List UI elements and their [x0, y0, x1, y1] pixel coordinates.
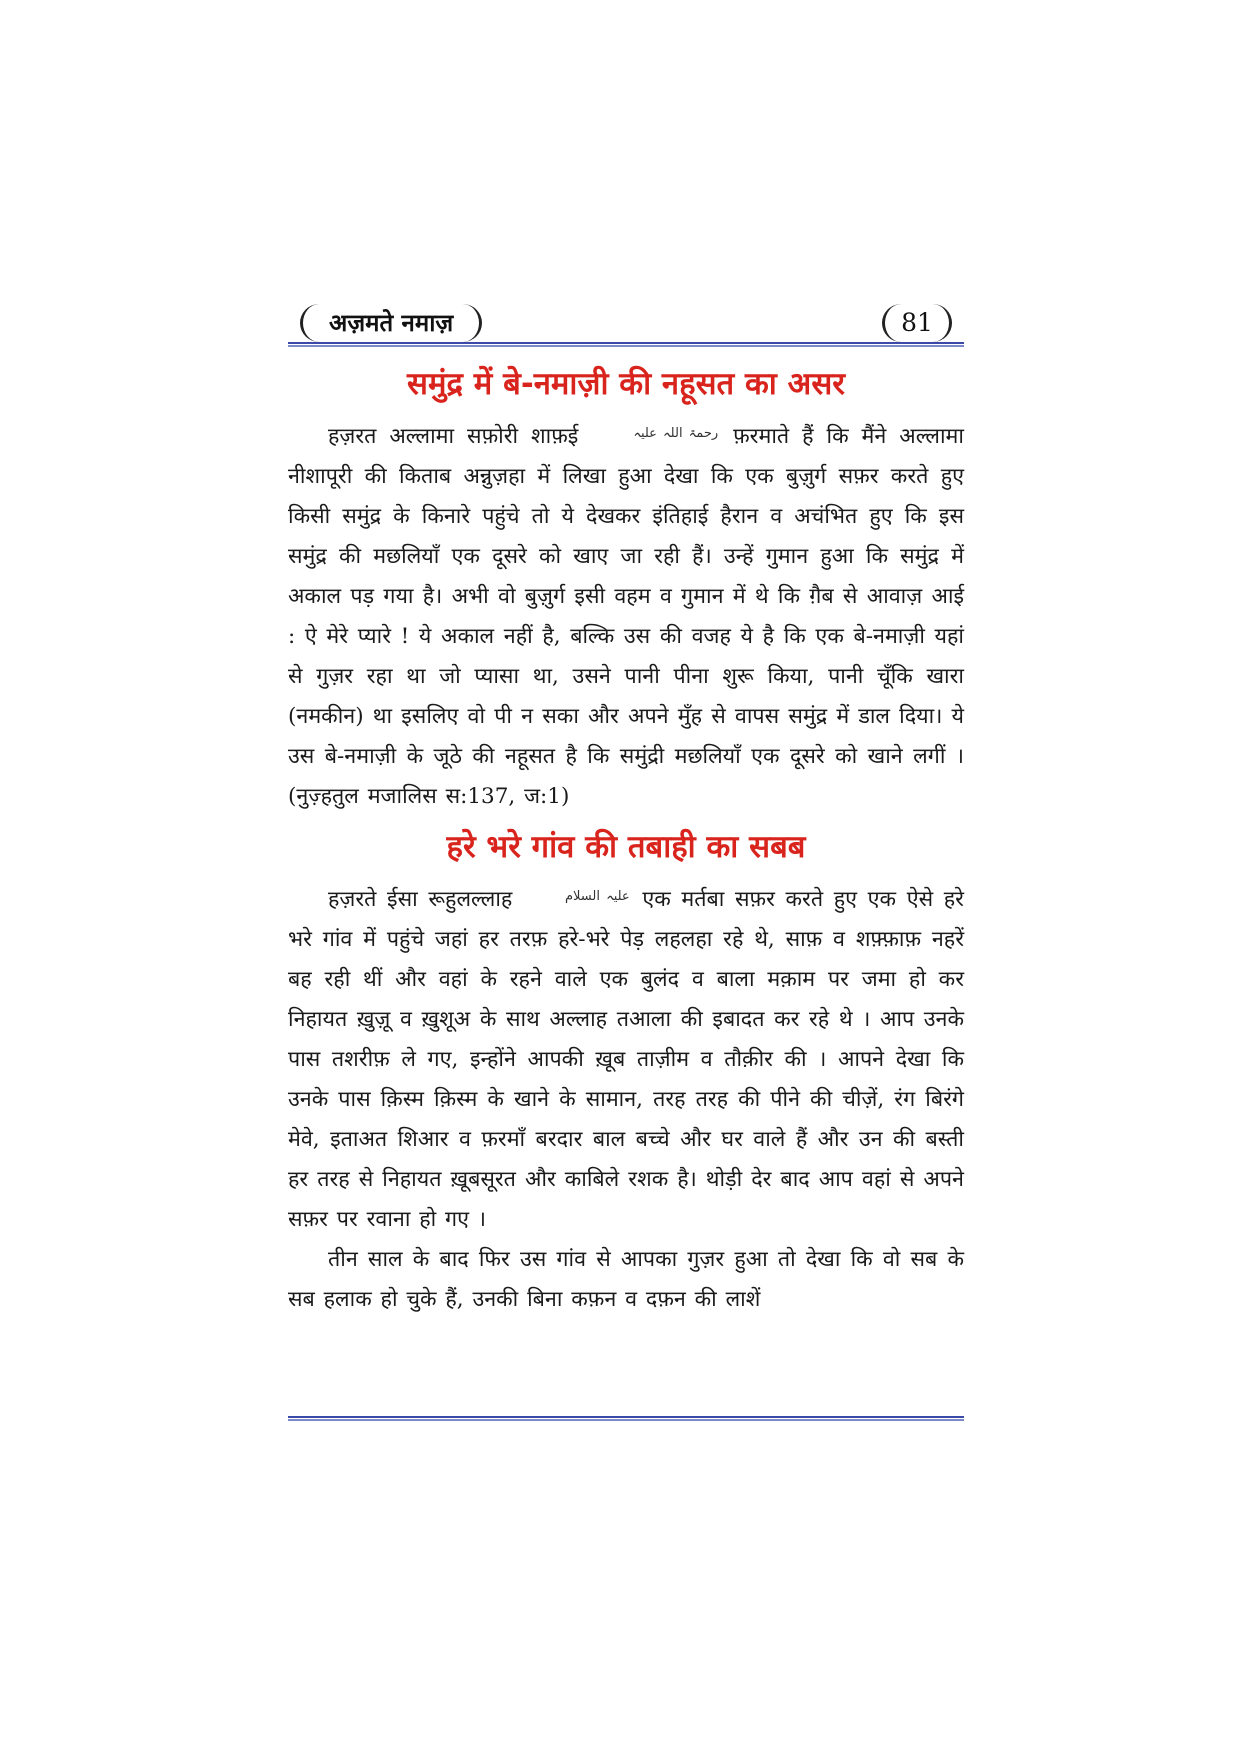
page-header [288, 300, 964, 348]
page-number: 81 [882, 304, 952, 342]
honorific-glyph: علیہ السلام [564, 889, 630, 904]
section-heading-village: हरे भरे गांव की तबाही का सबब [446, 829, 806, 865]
section-paragraph [288, 414, 964, 817]
section-heading-sea: समुंद्र में बे-नमाज़ी की नहूसत का असर [407, 366, 845, 402]
header-divider [288, 342, 964, 347]
paragraph-text: एक मर्तबा सफ़र करते हुए एक ऐसे हरे भरे गांव में पहुंचे जहां हर तरफ़ हरे-भरे पेड़ लहलहा रहे थे, साफ़ व शफ़्फ़ाफ़ नहरें बह रही थीं और वहां के रहने वाले एक बुलंद व बाला मक़ाम पर जमा हो कर निहायत ख़ुज़ू व ख़ुशूअ के साथ अल्लाह तआला की इबादत कर रहे थे । आप उनके पास तशरीफ़ ले गए, इन्होंने आपकी ख़ूब ताज़ीम व तौक़ीर की । आपने देखा कि उनके पास क़िस्म क़िस्म के खाने के सामान, तरह तरह की पीने की चीज़ें, रंग बिरंगे मेवे, इताअत शिआर व फ़रमाँ बरदार बाल बच्चे और घर वाले हैं और उन की बस्ती हर तरह से निहायत ख़ूबसूरत और काबिले रशक है। थोड़ी देर बाद आप वहां से अपने सफ़र पर रवाना हो गए । [288, 887, 964, 1232]
paragraph-text: हज़रते ईसा रूहुलल्लाह [328, 887, 513, 912]
paragraph-text: हज़रत अल्लामा सफ़ोरी शाफ़ई [328, 424, 579, 449]
paragraph-text: फ़रमाते हैं कि मैंने अल्लामा नीशापूरी की किताब अन्नुज़हा में लिखा हुआ देखा कि एक बुज़ुर्ग सफ़र करते हुए किसी समुंद्र के किनारे पहुंचे तो ये देखकर इंतिहाई हैरान व अचंभित हुए कि इस समुंद्र की मछलियाँ एक दूसरे को खाए जा रही हैं। उन्हें गुमान हुआ कि समुंद्र में अकाल पड़ गया है। अभी वो बुज़ुर्ग इसी वहम व गुमान में थे कि ग़ैब से आवाज़ आई : ऐ मेरे प्यारे ! ये अकाल नहीं है, बल्कि उस की वजह ये है कि एक बे-नमाज़ी यहां से गुज़र रहा था जो प्यासा था, उसने पानी पीना शुरू किया, पानी चूँकि खारा (नमकीन) था इसलिए वो पी न सका और अपने मुँह से वापस समुंद्र में डाल दिया। ये उस बे-नमाज़ी के जूठे की नहूसत है कि समुंद्री मछलियाँ एक दूसरे को खाने लगीं । (नुज़्हतुल मजालिस स:137, ज:1) [288, 424, 964, 809]
book-page [288, 300, 964, 1460]
footer-divider [288, 1416, 964, 1421]
section-paragraph [288, 877, 964, 1240]
honorific-glyph: رحمۃ اللہ علیہ [633, 426, 719, 441]
book-title: अज़मते नमाज़ [300, 304, 482, 342]
section-paragraph: तीन साल के बाद फिर उस गांव से आपका गुज़र हुआ तो देखा कि वो सब के सब हलाक हो चुके हैं, उनकी बिना कफ़न व दफ़न की लाशें [288, 1247, 964, 1312]
